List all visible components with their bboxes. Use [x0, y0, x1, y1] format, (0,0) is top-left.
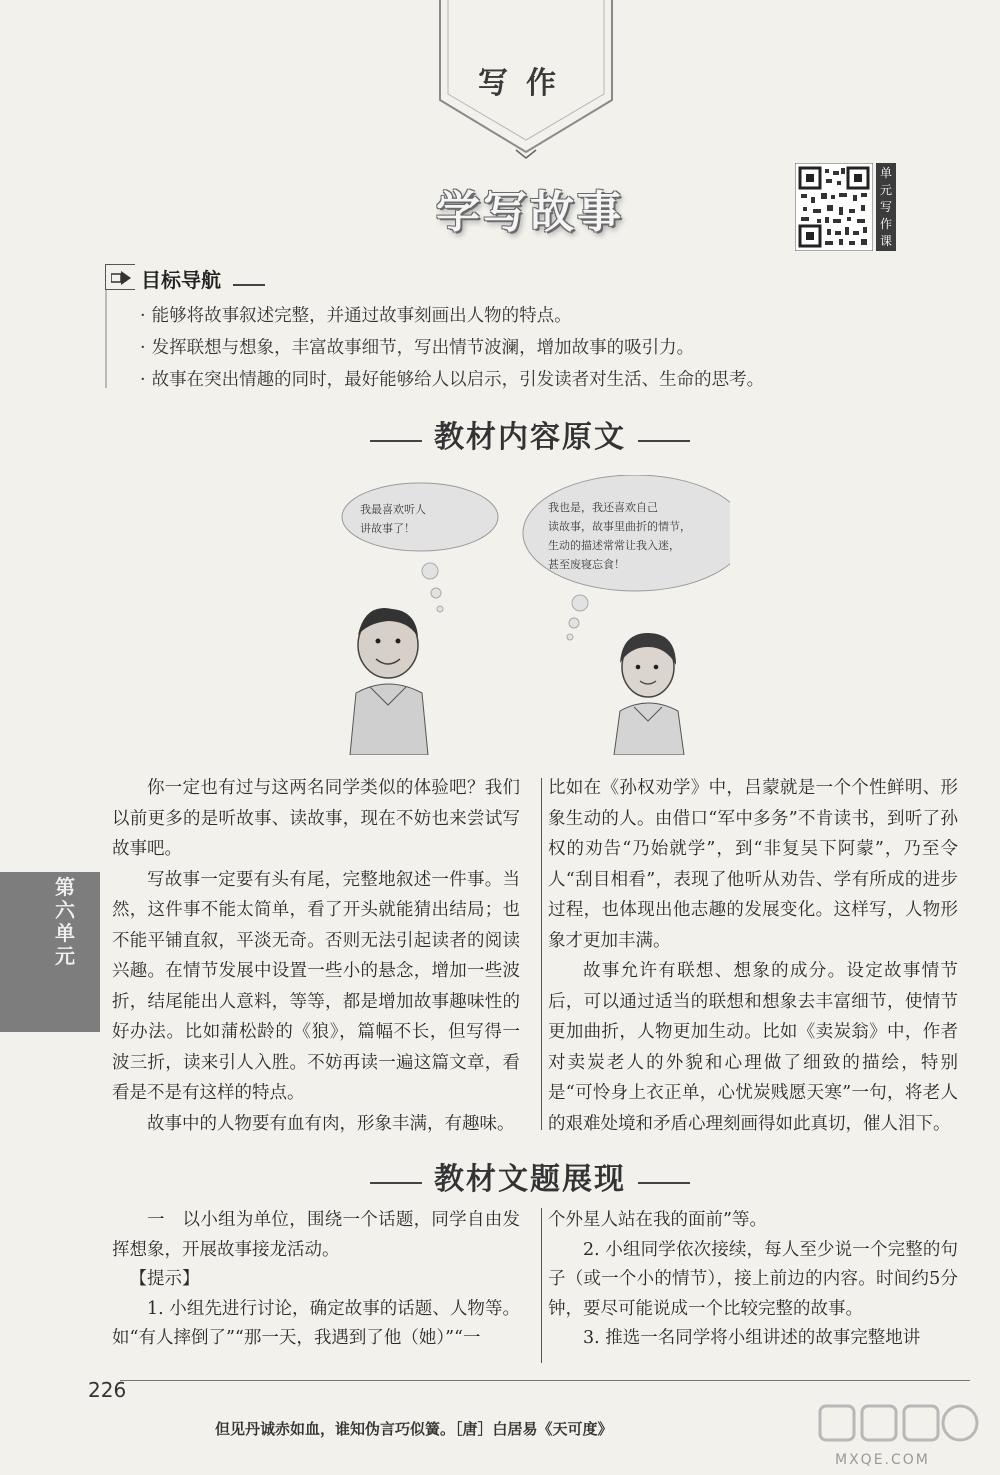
paragraph: 3. 推选一名同学将小组讲述的故事完整地讲 [583, 1328, 921, 1348]
paragraph: 2. 小组同学依次接续，每人至少说一个完整的句子（或一个小的情节），接上前边的内容。时间约5分钟，要尽可能说成一个比较完整的故事。 [548, 1239, 958, 1319]
section-title-exercise: 教材文题展现 [330, 1154, 730, 1194]
hint-label: 【提示】 [129, 1269, 200, 1289]
page-title: 学写故事 [436, 187, 624, 238]
goal-item: · 故事在突出情趣的同时，最好能够给人以启示，引发读者对生活、生命的思考。 [140, 370, 765, 390]
column-divider [541, 778, 542, 1130]
boy-figure [350, 608, 428, 755]
goal-item: · 发挥联想与想象，丰富故事细节，写出情节波澜，增加故事的吸引力。 [140, 338, 695, 358]
bubble-left-text: 我最喜欢听人 讲故事了！ [360, 503, 426, 535]
unit-side-tab [0, 872, 100, 1032]
page-number: 226 [88, 1378, 127, 1402]
section-title-original: 教材内容原文 [330, 412, 730, 452]
qr-label: 单元写作课 [876, 163, 896, 251]
paragraph: 你一定也有过与这两名同学类似的体验吧？我们以前更多的是听故事、读故事，现在不妨也来尝试写故事吧。 [112, 778, 520, 859]
goal-title-underline [233, 284, 265, 286]
goal-frame-line [105, 290, 107, 388]
text-column-right [548, 773, 958, 1139]
paragraph: 故事中的人物要有血有肉，形象丰满，有趣味。 [147, 1113, 515, 1134]
exercise-column-left [112, 1206, 520, 1354]
text-column-left [112, 773, 520, 1139]
qr-code-icon[interactable] [795, 163, 873, 251]
girl-figure [614, 633, 684, 755]
goal-nav-title: 目标导航 [141, 268, 221, 292]
bubble-right-text: 我也是，我还喜欢自己 读故事，故事里曲折的情节， 生动的描述常常让我入迷， 甚至废寝忘食！ [548, 501, 691, 571]
goal-nav-header [105, 264, 265, 290]
paragraph: 1. 小组先进行讨论，确定故事的话题、人物等。如“有人摔倒了”“那一天，我遇到了他（她）”“一 [112, 1298, 520, 1348]
column-divider [541, 1208, 542, 1363]
watermark-text: MXQE.COM [835, 1452, 930, 1468]
unit-side-tab-label: 第六单元 [55, 875, 75, 968]
footer-quote: 但见丹诚赤如血，谁知伪言巧似簧。［唐］白居易《天可度》 [215, 1420, 613, 1438]
paragraph: 故事允许有联想、想象的成分。设定故事情节后，可以通过适当的联想和想象去丰富细节，使情节更加曲折，人物更加生动。比如《卖炭翁》中，作者对卖炭老人的外貌和心理做了细致的描绘，特别是“可怜身上衣正单，心忧炭贱愿天寒”一句，将老人的艰难处境和矛盾心理刻画得如此真切，催人泪下。 [548, 961, 958, 1134]
arrow-pointer-icon [105, 264, 135, 290]
paragraph: 一 以小组为单位，围绕一个话题，同学自由发挥想象，开展故事接龙活动。 [112, 1210, 520, 1260]
footer-rule [120, 1380, 970, 1381]
exercise-column-right [548, 1206, 958, 1354]
paragraph: 个外星人站在我的面前”等。 [548, 1210, 767, 1230]
paragraph: 写故事一定要有头有尾，完整地叙述一件事。当然，这件事不能太简单，看了开头就能猜出结局；也不能平铺直叙，平淡无奇。否则无法引起读者的阅读兴趣。在情节发展中设置一些小的悬念，增加一些波折，结尾能出人意料，等等，都是增加故事趣味性的好办法。比如蒲松龄的《狼》，篇幅不长，但写得一波三折，读来引人入胜。不妨再读一遍这篇文章，看看是不是有这样的特点。 [112, 869, 520, 1103]
paragraph: 比如在《孙权劝学》中，吕蒙就是一个个性鲜明、形象生动的人。由借口“军中多务”不肯读书，到听了孙权的劝告“乃始就学”，到“非复吴下阿蒙”，乃至令人“刮目相看”，表现了他听从劝告、学有所成的进步过程，也体现出他志趣的发展变化。这样写，人物形象才更加丰满。 [548, 778, 958, 951]
banner-title: 写作 [478, 66, 574, 101]
goal-item: · 能够将故事叙述完整，并通过故事刻画出人物的特点。 [140, 306, 572, 326]
